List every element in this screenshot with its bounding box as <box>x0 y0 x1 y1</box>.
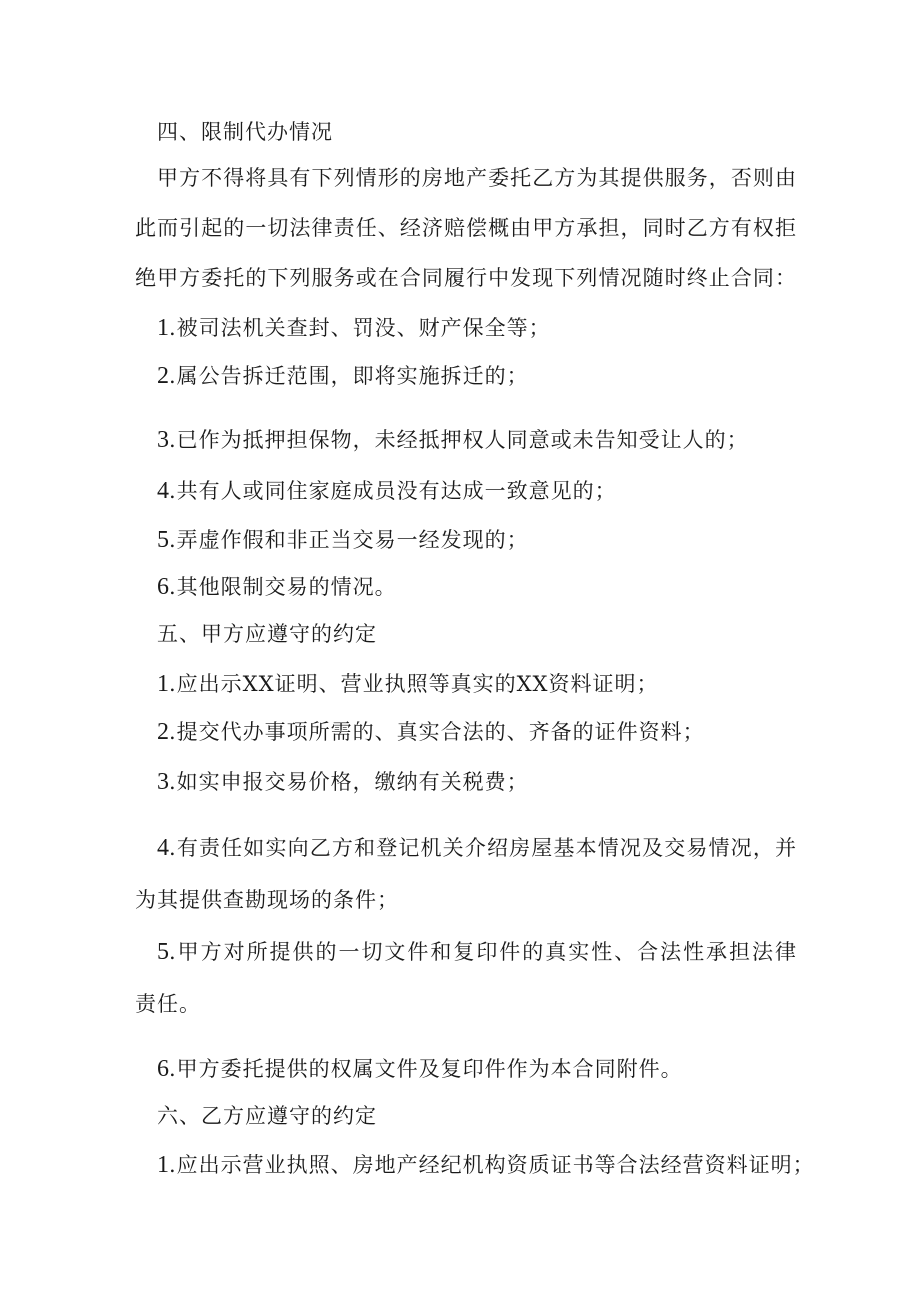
item-number: 2 <box>157 719 169 745</box>
section-5-heading: 五、甲方应遵守的约定 <box>157 622 377 646</box>
item-text: .提交代办事项所需的、真实合法的、齐备的证件资料； <box>169 720 705 744</box>
item-text: .属公告拆迁范围，即将实施拆迁的； <box>169 364 529 388</box>
section-5-item-2 <box>157 718 797 746</box>
section-4-item-2 <box>157 362 797 390</box>
item-number: 1 <box>157 671 169 697</box>
section-4-item-6 <box>157 573 797 601</box>
item-text: .弄虚作假和非正当交易一经发现的； <box>169 528 529 552</box>
item-number: 3 <box>157 427 169 453</box>
item-number: 1 <box>157 315 169 341</box>
section-5-item-4-continuation: 为其提供查勘现场的条件； <box>135 888 399 912</box>
item-number: 5 <box>157 527 169 553</box>
section-4-item-5 <box>157 526 797 554</box>
section-4-item-4 <box>157 477 797 505</box>
item-number: 1 <box>157 1152 169 1178</box>
section-5-item-3 <box>157 768 797 796</box>
section-4-heading: 四、限制代办情况 <box>157 120 333 144</box>
section-5-item-4 <box>157 834 797 862</box>
item-text: .被司法机关查封、罚没、财产保全等； <box>169 316 551 340</box>
item-text: .应出示XX证明、营业执照等真实的XX资料证明； <box>169 672 659 696</box>
item-text: .甲方委托提供的权属文件及复印件作为本合同附件。 <box>169 1057 683 1081</box>
section-6-item-1 <box>157 1151 815 1179</box>
section-5-item-5 <box>157 938 797 966</box>
item-number: 5 <box>157 939 169 965</box>
item-text: .应出示营业执照、房地产经纪机构资质证书等合法经营资料证明； <box>169 1153 815 1177</box>
item-number: 4 <box>157 478 169 504</box>
section-4-item-3 <box>157 426 797 454</box>
item-text: .甲方对所提供的一切文件和复印件的真实性、合法性承担法律 <box>169 940 797 964</box>
section-4-intro-line-1: 甲方不得将具有下列情形的房地产委托乙方为其提供服务，否则由 <box>157 166 797 190</box>
section-5-item-6 <box>157 1055 797 1083</box>
item-number: 2 <box>157 363 169 389</box>
section-4-intro-line-3: 绝甲方委托的下列服务或在合同履行中发现下列情况随时终止合同： <box>135 266 797 290</box>
item-text: .其他限制交易的情况。 <box>169 575 397 599</box>
item-text: .共有人或同住家庭成员没有达成一致意见的； <box>169 479 617 503</box>
section-5-item-5-continuation: 责任。 <box>135 992 201 1016</box>
item-text: .有责任如实向乙方和登记机关介绍房屋基本情况及交易情况，并 <box>169 836 797 860</box>
item-text: .如实申报交易价格，缴纳有关税费； <box>169 770 529 794</box>
section-5-item-1 <box>157 670 797 698</box>
section-6-heading: 六、乙方应遵守的约定 <box>157 1104 377 1128</box>
item-number: 3 <box>157 769 169 795</box>
item-number: 6 <box>157 574 169 600</box>
item-text: .已作为抵押担保物，未经抵押权人同意或未告知受让人的； <box>169 428 749 452</box>
item-number: 6 <box>157 1056 169 1082</box>
item-number: 4 <box>157 835 169 861</box>
section-4-item-1 <box>157 314 797 342</box>
section-4-intro-line-2: 此而引起的一切法律责任、经济赔偿概由甲方承担，同时乙方有权拒 <box>135 216 797 240</box>
